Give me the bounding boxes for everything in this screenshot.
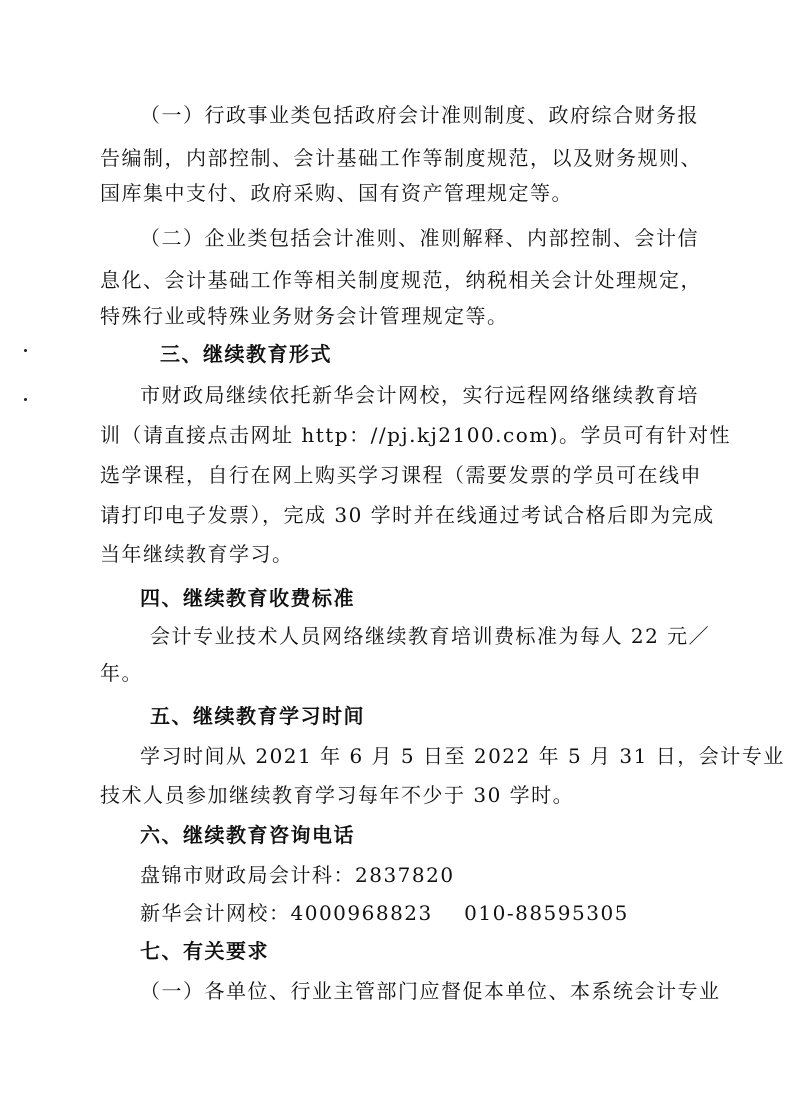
admin-line-1: （一）行政事业类包括政府会计准则制度、政府综合财务报 [140, 103, 699, 127]
admin-line-2: 告编制，内部控制、会计基础工作等制度规范，以及财务规则、 [100, 146, 702, 170]
requirements-line-1: （一）各单位、行业主管部门应督促本单位、本系统会计专业 [140, 979, 721, 1003]
contact-line-school: 新华会计网校：4000968823 010-88595305 [140, 901, 629, 925]
form-line-5: 当年继续教育学习。 [100, 542, 294, 566]
scan-mark [24, 398, 27, 401]
enterprise-line-3: 特殊行业或特殊业务财务会计管理规定等。 [100, 304, 509, 328]
time-line-1: 学习时间从 2021 年 6 月 5 日至 2022 年 5 月 31 日，会计专业 [140, 744, 785, 768]
time-line-2: 技术人员参加继续教育学习每年不少于 30 学时。 [100, 783, 575, 807]
form-line-2: 训（请直接点击网址 http：//pj.kj2100.com)。学员可有针对性 [100, 423, 732, 447]
section-heading-requirements: 七、有关要求 [140, 939, 269, 963]
enterprise-line-1: （二）企业类包括会计准则、准则解释、内部控制、会计信 [140, 226, 699, 250]
contact-line-finance: 盘锦市财政局会计科：2837820 [140, 863, 455, 887]
section-heading-contact: 六、继续教育咨询电话 [140, 823, 355, 847]
section-heading-form: 三、继续教育形式 [160, 342, 332, 366]
section-heading-fee: 四、继续教育收费标准 [140, 586, 355, 610]
form-line-1: 市财政局继续依托新华会计网校，实行远程网络继续教育培 [140, 383, 699, 407]
scan-mark [24, 349, 27, 352]
fee-line-1: 会计专业技术人员网络继续教育培训费标准为每人 22 元／ [150, 624, 711, 648]
form-line-3: 选学课程，自行在网上购买学习课程（需要发票的学员可在线申 [100, 463, 702, 487]
section-heading-time: 五、继续教育学习时间 [150, 704, 365, 728]
form-line-4: 请打印电子发票），完成 30 学时并在线通过考试合格后即为完成 [100, 503, 715, 527]
enterprise-line-2: 息化、会计基础工作等相关制度规范，纳税相关会计处理规定， [100, 268, 702, 292]
admin-line-3: 国库集中支付、政府采购、国有资产管理规定等。 [100, 181, 573, 205]
fee-line-2: 年。 [100, 661, 143, 685]
